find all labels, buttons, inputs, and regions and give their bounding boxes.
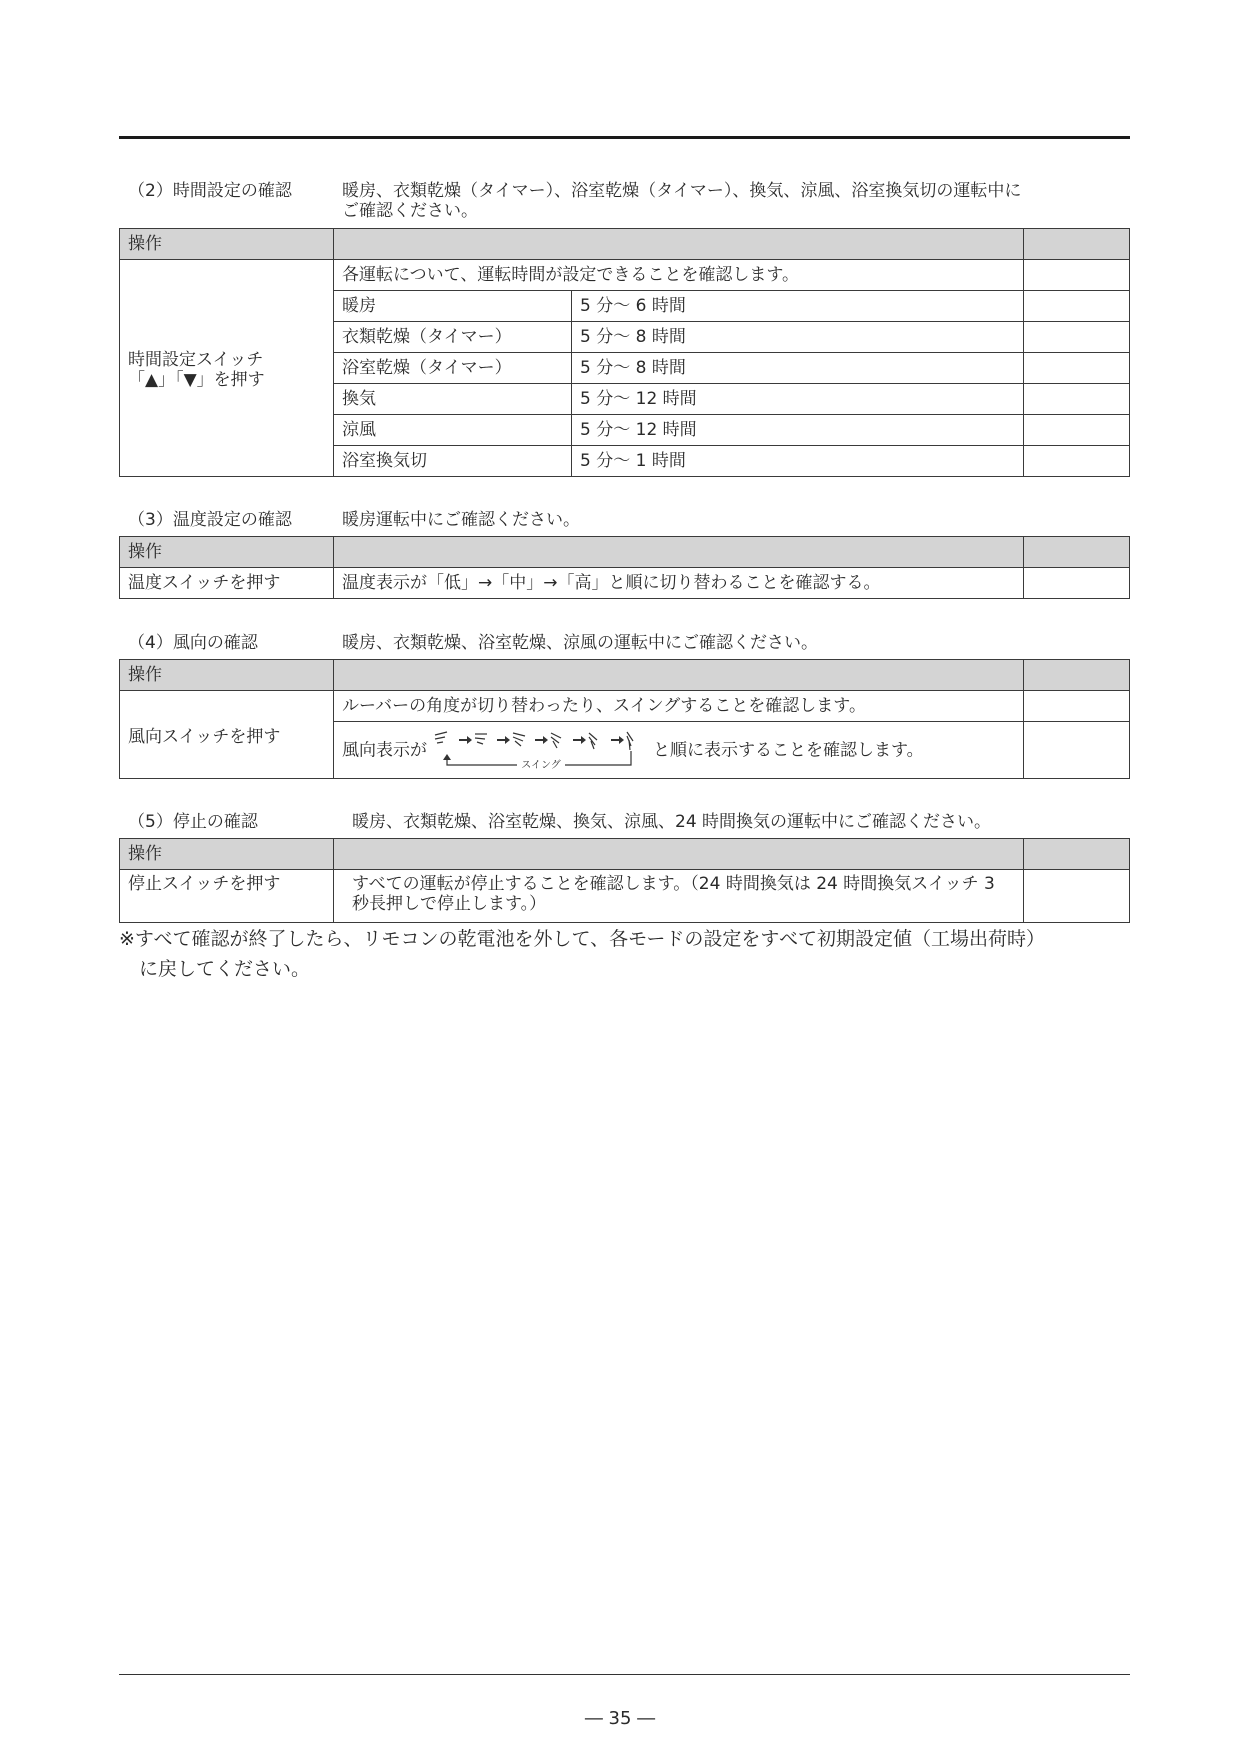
section-2-label: （2）時間設定の確認: [128, 181, 292, 201]
description-cell: 各運転について、運転時間が設定できることを確認します。: [334, 260, 1024, 291]
wind-display-suffix: と順に表示することを確認します。: [653, 740, 924, 760]
mode-cell: 浴室乾燥（タイマー）: [334, 353, 572, 384]
table-header-blank: [334, 229, 1024, 260]
swing-label: スイング: [521, 759, 561, 769]
check-cell: [1024, 568, 1130, 599]
operation-line1: 時間設定スイッチ: [128, 349, 264, 370]
table-header-blank: [334, 537, 1024, 568]
mode-cell: 暖房: [334, 291, 572, 322]
check-cell: [1024, 446, 1130, 477]
range-cell: 5 分〜 8 時間: [572, 322, 1024, 353]
mode-cell: 浴室換気切: [334, 446, 572, 477]
table-header-operation: 操作: [120, 537, 334, 568]
table-header-check: [1024, 660, 1130, 691]
footnote-line1: ※すべて確認が終了したら、リモコンの乾電池を外して、各モードの設定をすべて初期設定値（工場出荷時）: [119, 928, 1046, 950]
table-row: [120, 568, 1130, 599]
check-cell: [1024, 322, 1130, 353]
table-header-check: [1024, 229, 1130, 260]
section-4-heading: [128, 633, 1022, 653]
table-row: [120, 870, 1130, 923]
range-cell: 5 分〜 12 時間: [572, 415, 1024, 446]
section-2-note: 暖房、衣類乾燥（タイマー）、浴室乾燥（タイマー）、換気、涼風、浴室換気切の運転中にご確認ください。: [342, 181, 1022, 221]
wind-direction-table: [119, 659, 1130, 779]
operation-cell: 停止スイッチを押す: [120, 870, 334, 923]
range-cell: 5 分〜 1 時間: [572, 446, 1024, 477]
section-2-heading: [128, 181, 1022, 221]
wind-display-prefix: 風向表示が: [342, 740, 427, 760]
table-header-blank: [334, 839, 1024, 870]
range-cell: 5 分〜 12 時間: [572, 384, 1024, 415]
check-cell: [1024, 722, 1130, 779]
check-cell: [1024, 384, 1130, 415]
section-4-note: 暖房、衣類乾燥、浴室乾燥、涼風の運転中にご確認ください。: [342, 633, 818, 653]
table-header-operation: 操作: [120, 839, 334, 870]
mode-cell: 涼風: [334, 415, 572, 446]
description-cell: すべての運転が停止することを確認します。（24 時間換気は 24 時間換気スイッチ 3 秒長押しで停止します。）: [334, 870, 1024, 923]
mode-cell: 換気: [334, 384, 572, 415]
operation-cell: 温度スイッチを押す: [120, 568, 334, 599]
footnote-line2: に戻してください。: [139, 958, 311, 980]
louver-swing-diagram: [431, 727, 649, 774]
table-header-check: [1024, 839, 1130, 870]
bottom-rule: [119, 1674, 1130, 1675]
range-cell: 5 分〜 8 時間: [572, 353, 1024, 384]
section-3-label: （3）温度設定の確認: [128, 510, 292, 530]
description-cell: ルーバーの角度が切り替わったり、スイングすることを確認します。: [334, 691, 1024, 722]
check-cell: [1024, 691, 1130, 722]
page-number: ― 35 ―: [584, 1708, 656, 1729]
operation-cell: [120, 260, 334, 477]
section-5-heading: [128, 812, 1032, 832]
top-rule: [119, 136, 1130, 139]
table-header-blank: [334, 660, 1024, 691]
section-5-label: （5）停止の確認: [128, 812, 258, 832]
temperature-setting-table: [119, 536, 1130, 599]
stop-check-table: [119, 838, 1130, 923]
operation-cell: 風向スイッチを押す: [120, 691, 334, 779]
footnote: [119, 924, 1134, 984]
table-header-operation: 操作: [120, 660, 334, 691]
section-3-heading: [128, 510, 1022, 530]
wind-display-cell: [334, 722, 1024, 779]
check-cell: [1024, 291, 1130, 322]
mode-cell: 衣類乾燥（タイマー）: [334, 322, 572, 353]
operation-line2: 「▲」「▼」を押す: [128, 369, 265, 390]
section-5-note: 暖房、衣類乾燥、浴室乾燥、換気、涼風、24 時間換気の運転中にご確認ください。: [352, 812, 992, 832]
description-cell: 温度表示が「低」→「中」→「高」と順に切り替わることを確認する。: [334, 568, 1024, 599]
check-cell: [1024, 260, 1130, 291]
section-4-label: （4）風向の確認: [128, 633, 258, 653]
table-header-operation: 操作: [120, 229, 334, 260]
time-setting-table: [119, 228, 1130, 477]
range-cell: 5 分〜 6 時間: [572, 291, 1024, 322]
check-cell: [1024, 415, 1130, 446]
section-3-note: 暖房運転中にご確認ください。: [342, 510, 580, 530]
table-header-check: [1024, 537, 1130, 568]
check-cell: [1024, 870, 1130, 923]
check-cell: [1024, 353, 1130, 384]
